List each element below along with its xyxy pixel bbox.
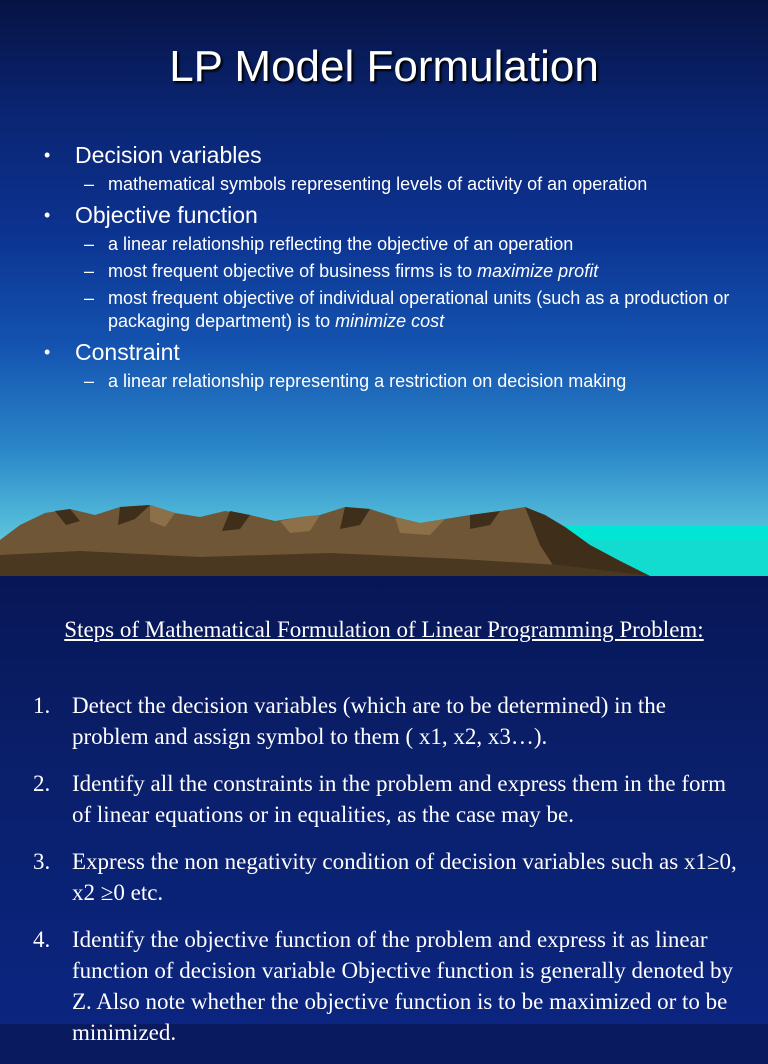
step-number: 4. xyxy=(33,927,51,952)
list-item xyxy=(30,846,740,908)
section-constraint xyxy=(44,337,734,393)
bullet-item xyxy=(44,337,734,367)
list-item xyxy=(30,768,740,830)
emphasis-text: maximize profit xyxy=(477,261,599,281)
step-number: 3. xyxy=(33,849,51,874)
slide-body xyxy=(44,140,734,397)
sub-bullet-text: most frequent objective of individual operational units (such as a production or packaging department) is to xyxy=(108,288,730,331)
sub-bullet-text: most frequent objective of business firms is to xyxy=(108,261,478,281)
dash-icon: – xyxy=(84,174,95,194)
dash-icon: – xyxy=(84,261,95,281)
list-item xyxy=(30,924,740,1048)
sub-bullet-item xyxy=(44,260,734,283)
sub-bullet-text: a linear relationship representing a restriction on decision making xyxy=(108,371,627,391)
section-decision-variables xyxy=(44,140,734,196)
sub-bullet-item xyxy=(44,173,734,196)
mountain-landscape-image xyxy=(0,495,768,576)
list-item xyxy=(30,690,740,752)
bullet-label: Decision variables xyxy=(75,142,262,168)
step-text: Detect the decision variables (which are to be determined) in the problem and assign symbol to them ( x1, x2, x3…). xyxy=(72,693,666,749)
dash-icon: – xyxy=(84,288,95,308)
emphasis-text: minimize cost xyxy=(335,311,445,331)
steps-heading: Steps of Mathematical Formulation of Linear Programming Problem: xyxy=(64,617,704,642)
section-objective-function xyxy=(44,200,734,333)
bullet-icon: • xyxy=(44,145,51,165)
bullet-label: Constraint xyxy=(75,339,180,365)
sub-bullet-item xyxy=(44,233,734,256)
step-text: Identify all the constraints in the problem and express them in the form of linear equations or in equalities, as the case may be. xyxy=(72,771,727,827)
step-number: 1. xyxy=(33,693,51,718)
step-number: 2. xyxy=(33,771,51,796)
sub-bullet-text: mathematical symbols representing levels of activity of an operation xyxy=(108,174,648,194)
bullet-icon: • xyxy=(44,342,51,362)
slide-formulation-steps xyxy=(0,576,768,1045)
bullet-item xyxy=(44,200,734,230)
bullet-item xyxy=(44,140,734,170)
bullet-icon: • xyxy=(44,205,51,225)
slide-title: LP Model Formulation xyxy=(169,42,599,91)
sub-bullet-text: a linear relationship reflecting the objective of an operation xyxy=(108,234,574,254)
step-text: Express the non negativity condition of decision variables such as x1≥0, x2 ≥0 etc. xyxy=(72,849,737,905)
dash-icon: – xyxy=(84,371,95,391)
dash-icon: – xyxy=(84,234,95,254)
bullet-label: Objective function xyxy=(75,202,258,228)
sub-bullet-item xyxy=(44,287,734,333)
sub-bullet-item xyxy=(44,370,734,393)
step-text: Identify the objective function of the problem and express it as linear function of decision variable Objective function is generally denoted by Z. Also note whether the objective function is to be maximized or to be minimized. xyxy=(72,927,734,1045)
steps-list xyxy=(30,690,740,1064)
